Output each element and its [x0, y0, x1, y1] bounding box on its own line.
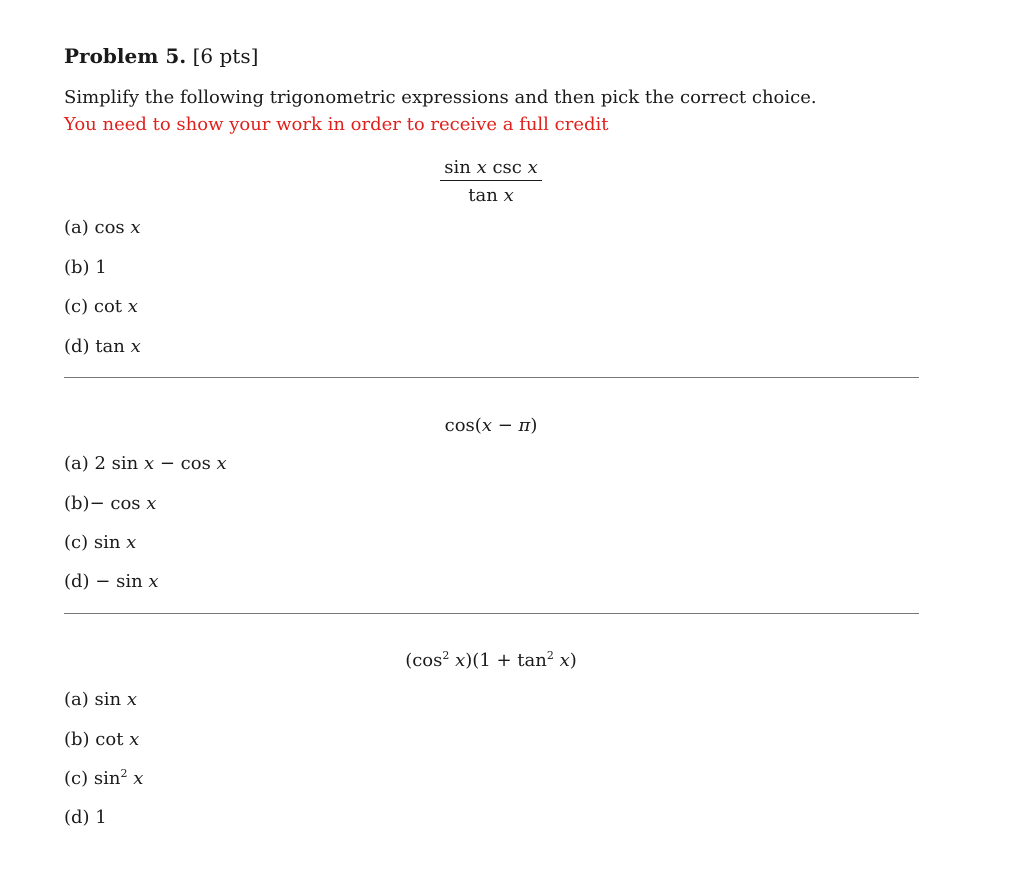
q3-expression: ($\cos^2$ $x)(1 + \tan^2 x)$	[405, 649, 577, 671]
q1-expression	[0, 157, 982, 206]
q1-numerator: sin x csc x	[444, 157, 538, 178]
q3-option-d: (d) 1	[64, 807, 107, 828]
q1-denominator: tan x	[468, 185, 514, 206]
q1-option-b: (b) 1	[64, 257, 107, 278]
section-divider	[64, 377, 919, 378]
q1-option-a: (a) cos x	[64, 217, 141, 238]
problem-points: [6 pts]	[192, 44, 259, 68]
q3-option-c: (c) $\sin^2 x$	[64, 767, 144, 789]
q2-option-a: (a) 2 sin x − cos x	[64, 453, 227, 474]
q3-option-b: (b) cot x	[64, 729, 140, 750]
q2-option-c: (c) sin x	[64, 532, 137, 553]
q1-option-d: (d) tan x	[64, 336, 141, 357]
section-divider	[64, 613, 919, 614]
q3-option-a: (a) sin x	[64, 689, 137, 710]
q1-option-c: (c) cot x	[64, 296, 138, 317]
problem-title	[64, 44, 258, 68]
q1-fraction	[440, 157, 541, 206]
q2-option-b: (b)− cos x	[64, 493, 157, 514]
problem-instruction: Simplify the following trigonometric expressions and then pick the correct choice.	[64, 87, 817, 108]
q2-expression: cos(x − π)	[444, 415, 538, 436]
q2-option-d: (d) − sin x	[64, 571, 159, 592]
credit-warning: You need to show your work in order to receive a full credit	[64, 114, 609, 135]
problem-label: Problem 5.	[64, 44, 187, 68]
